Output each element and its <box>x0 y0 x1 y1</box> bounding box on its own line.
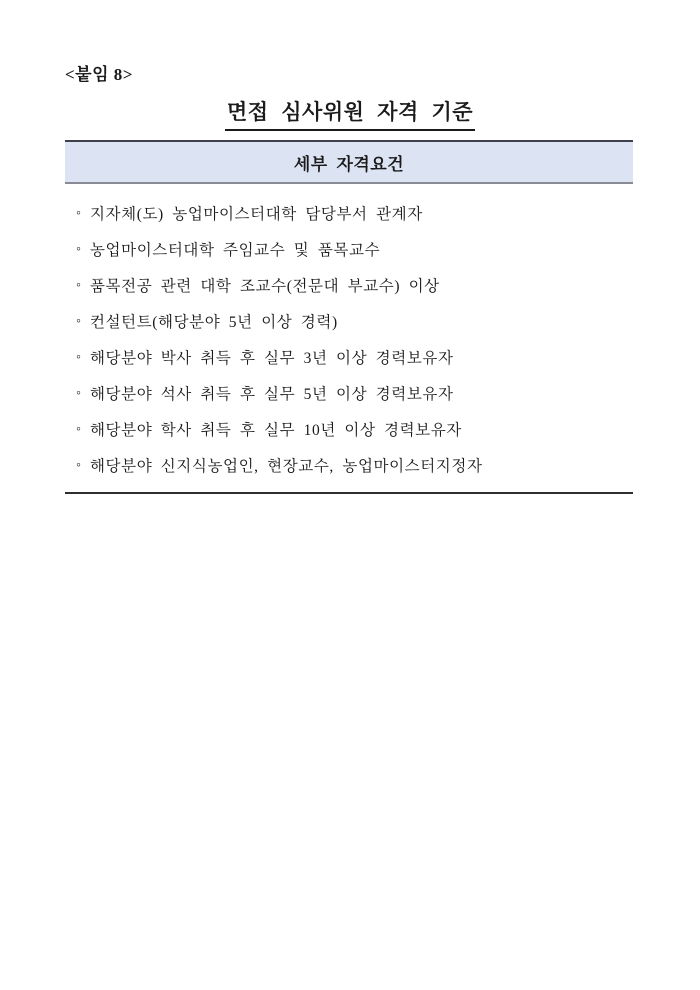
page-title: 면접 심사위원 자격 기준 <box>225 96 475 131</box>
list-item <box>76 267 633 303</box>
list-item <box>76 303 633 339</box>
qualification-text: 해당분야 학사 취득 후 실무 10년 이상 경력보유자 <box>89 422 462 439</box>
list-item <box>76 447 633 483</box>
qualification-text: 품목전공 관련 대학 조교수(전문대 부교수) 이상 <box>89 278 440 295</box>
bullet-icon: ◦ <box>76 422 81 437</box>
qualification-text: 지자체(도) 농업마이스터대학 담당부서 관계자 <box>89 206 423 223</box>
bullet-icon: ◦ <box>76 206 81 221</box>
attachment-label: <붙임 8> <box>65 65 133 84</box>
bullet-icon: ◦ <box>76 458 81 473</box>
table-header: 세부 자격요건 <box>65 140 633 184</box>
list-item <box>76 195 633 231</box>
bullet-icon: ◦ <box>76 278 81 293</box>
list-item <box>76 231 633 267</box>
bullet-icon: ◦ <box>76 350 81 365</box>
qualification-text: 농업마이스터대학 주임교수 및 품목교수 <box>89 242 381 259</box>
list-item <box>76 411 633 447</box>
table-body <box>65 184 633 494</box>
list-item <box>76 339 633 375</box>
title-row <box>0 96 700 131</box>
bullet-icon: ◦ <box>76 242 81 257</box>
bullet-icon: ◦ <box>76 386 81 401</box>
qualification-text: 해당분야 신지식농업인, 현장교수, 농업마이스터지정자 <box>89 458 483 475</box>
bullet-icon: ◦ <box>76 314 81 329</box>
qualification-text: 해당분야 석사 취득 후 실무 5년 이상 경력보유자 <box>89 386 454 403</box>
qualification-table <box>65 140 633 494</box>
list-item <box>76 375 633 411</box>
qualification-text: 해당분야 박사 취득 후 실무 3년 이상 경력보유자 <box>89 350 454 367</box>
qualification-text: 컨설턴트(해당분야 5년 이상 경력) <box>89 314 338 331</box>
